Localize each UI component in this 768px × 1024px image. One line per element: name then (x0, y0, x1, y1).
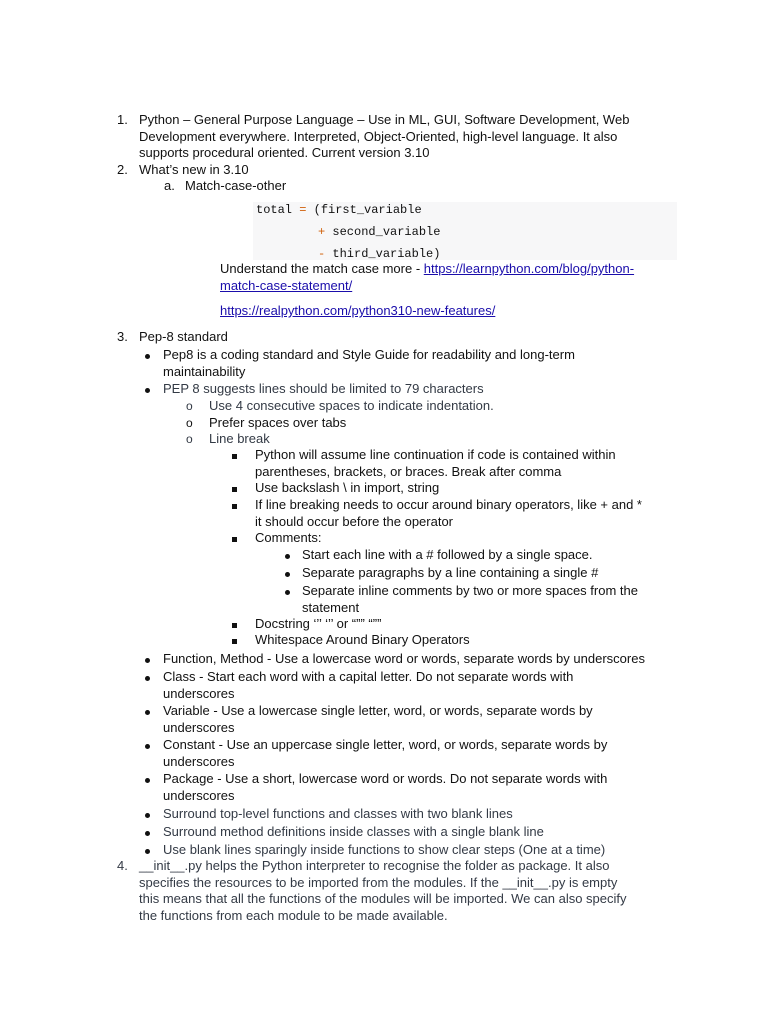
bullet-icon (145, 354, 150, 359)
square-bullet-icon (232, 623, 237, 628)
learnpython-link-cont[interactable]: match-case-statement/ (220, 277, 353, 293)
circle-bullet-icon: o (186, 399, 193, 413)
square-bullet-icon (232, 639, 237, 644)
list-item-2 (117, 162, 249, 179)
bullet-icon (145, 831, 150, 836)
item-1-line-2: Development everywhere. Interpreted, Object-Oriented, high-level language. It also (139, 128, 618, 144)
bullet-method-blank-line: Surround method definitions inside classes with a single blank line (145, 824, 544, 841)
comment-bullet-paragraphs: Separate paragraphs by a line containing a single # (285, 565, 598, 582)
square-bullet-continuation: Python will assume line continuation if code is contained within parentheses, brackets, or braces. Break after comma (232, 447, 616, 480)
realpython-paragraph (220, 303, 495, 320)
bullet-icon (285, 554, 290, 559)
square-bullet-comments: Comments: (232, 530, 321, 547)
square-bullet-icon (232, 487, 237, 492)
bullet-icon (145, 676, 150, 681)
bullet-variable-naming: Variable - Use a lowercase single letter, word, or words, separate words by underscores (145, 703, 593, 736)
square-bullet-operators: If line breaking needs to occur around binary operators, like + and * it should occur before the operator (232, 497, 642, 530)
item-3-text: Pep-8 standard (139, 329, 228, 344)
bullet-icon (145, 849, 150, 854)
item-number: 3. (117, 329, 128, 344)
list-item-2a (164, 178, 286, 195)
item-2a-text: Match-case-other (185, 178, 287, 193)
bullet-icon (145, 388, 150, 393)
item-number: 4. (117, 858, 128, 873)
bullet-icon (285, 572, 290, 577)
item-1-line-1: Python – General Purpose Language – Use in ML, GUI, Software Development, Web (139, 112, 630, 127)
bullet-pep8-guide: Pep8 is a coding standard and Style Guide for readability and long-term maintainability (145, 347, 575, 380)
square-bullet-docstring: Docstring ‘’’ ‘’’ or “”” “”” (232, 616, 381, 633)
item-2-text: What’s new in 3.10 (139, 162, 249, 177)
sub-bullet-line-break: o Line break (186, 431, 270, 446)
bullet-79-chars: PEP 8 suggests lines should be limited to 79 characters (145, 381, 484, 398)
code-line-3: - third_variable) (318, 247, 441, 261)
square-bullet-backslash: Use backslash \ in import, string (232, 480, 439, 497)
bullet-icon (145, 744, 150, 749)
sub-bullet-indentation: o Use 4 consecutive spaces to indicate indentation. (186, 398, 494, 413)
understand-text: Understand the match case more - (220, 261, 424, 276)
realpython-link[interactable]: https://realpython.com/python310-new-features/ (220, 303, 496, 318)
bullet-icon (285, 590, 290, 595)
bullet-icon (145, 813, 150, 818)
bullet-constant-naming: Constant - Use an uppercase single letter, word, or words, separate words by underscores (145, 737, 607, 770)
bullet-icon (145, 658, 150, 663)
item-letter: a. (164, 178, 175, 193)
bullet-icon (145, 710, 150, 715)
list-item-1 (117, 112, 629, 162)
bullet-class-naming: Class - Start each word with a capital letter. Do not separate words with underscores (145, 669, 573, 702)
list-item-4: 4. __init__.py helps the Python interpreter to recognise the folder as package. It also specifies the resources to be imported from the modules. If the __init__.py is empty this means that all the functions of the modules will be imported. We can also specify the functions from each module to be made available. (117, 858, 627, 923)
bullet-icon (145, 778, 150, 783)
list-item-3 (117, 329, 228, 346)
understand-paragraph (220, 261, 634, 294)
circle-bullet-icon: o (186, 432, 193, 446)
comment-bullet-inline: Separate inline comments by two or more spaces from the statement (285, 583, 638, 616)
code-line-2: + second_variable (318, 225, 441, 239)
sub-bullet-spaces: o Prefer spaces over tabs (186, 415, 347, 430)
bullet-function-naming: Function, Method - Use a lowercase word or words, separate words by underscores (145, 651, 645, 668)
square-bullet-icon (232, 537, 237, 542)
item-number: 1. (117, 112, 128, 127)
square-bullet-icon (232, 454, 237, 459)
bullet-package-naming: Package - Use a short, lowercase word or words. Do not separate words with underscores (145, 771, 607, 804)
learnpython-link[interactable]: https://learnpython.com/blog/python- (423, 261, 635, 276)
item-1-line-3: supports procedural oriented. Current version 3.10 (139, 145, 430, 160)
code-line-1: total = (first_variable (256, 203, 422, 217)
comment-bullet-hash: Start each line with a # followed by a single space. (285, 547, 593, 564)
bullet-top-level-blank-lines: Surround top-level functions and classes with two blank lines (145, 806, 513, 823)
square-bullet-icon (232, 504, 237, 509)
square-bullet-whitespace: Whitespace Around Binary Operators (232, 632, 470, 649)
item-number: 2. (117, 162, 128, 177)
circle-bullet-icon: o (186, 416, 193, 430)
bullet-function-blank-lines: Use blank lines sparingly inside functions to show clear steps (One at a time) (145, 842, 605, 859)
